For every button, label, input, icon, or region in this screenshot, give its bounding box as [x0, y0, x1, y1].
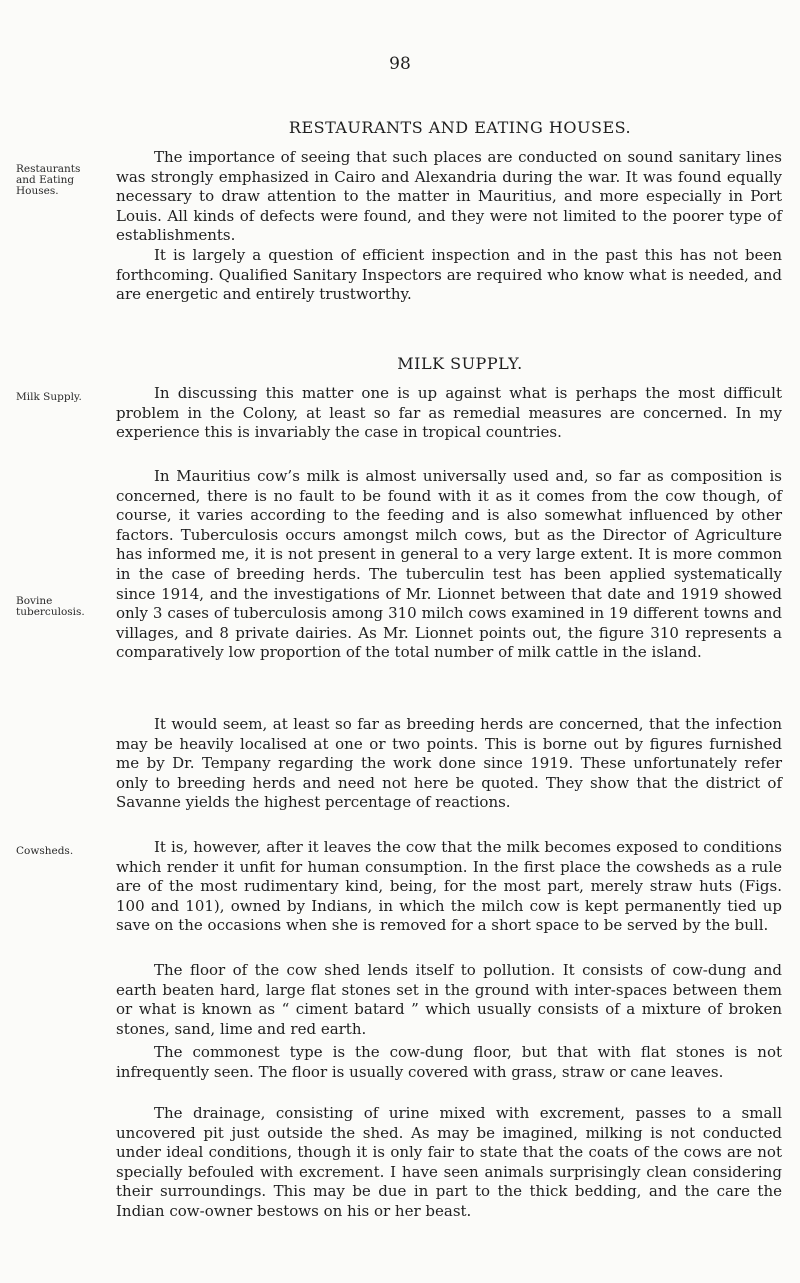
paragraph: It would seem, at least so far as breeding herds are concerned, that the infection may be heavily localised at one or two points. This is borne out by figures furnished me by Dr. Tempany regarding the work done since 1919. These unfortunately refer only to breeding herds and need not here be quoted. They show that the district of Savanne yields the highest percentage of reactions. — [116, 715, 782, 812]
section-heading-restaurants: RESTAURANTS AND EATING HOUSES. — [288, 118, 632, 137]
paragraph: It is, however, after it leaves the cow that the milk becomes exposed to conditions which render it unfit for human consumption. In the first place the cowsheds as a rule are of the most rudimentary kind, being, for the most part, merely straw huts (Figs. 100 and 101), owned by Indians, in which the milch cow is kept permanently tied up save on the occasions when she is removed for a short space to be served by the bull. — [116, 838, 782, 935]
margin-note-milk-supply: Milk Supply. — [16, 391, 82, 403]
margin-note-bovine-tuberculosis: Bovine tuberculosis. — [16, 595, 85, 618]
paragraph: The commonest type is the cow-dung floor, but that with flat stones is not infrequently seen. The floor is usually covered with grass, straw or cane leaves. — [116, 1043, 782, 1081]
section-heading-milk-supply: MILK SUPPLY. — [397, 354, 523, 373]
paragraph: The drainage, consisting of urine mixed with excrement, passes to a small uncovered pit just outside the shed. As may be imagined, milking is not conducted under ideal conditions, though it is only fair to state that the coats of the cows are not specially befouled with excrement. I have seen animals surprisingly clean considering their surroundings. This may be due in part to the thick bedding, and the care the Indian cow-owner bestows on his or her beast. — [116, 1104, 782, 1220]
paragraph: It is largely a question of efficient inspection and in the past this has not been forthcoming. Qualified Sanitary Inspectors are required who know what is needed, and are energetic and entirely trustworthy. — [116, 246, 782, 304]
paragraph: In discussing this matter one is up against what is perhaps the most difficult problem in the Colony, at least so far as remedial measures are concerned. In my experience this is invariably the case in tropical countries. — [116, 384, 782, 442]
margin-note-cowsheds: Cowsheds. — [16, 845, 74, 857]
paragraph: The floor of the cow shed lends itself to pollution. It consists of cow-dung and earth beaten hard, large flat stones set in the ground with inter-spaces between them or what is known as “ ciment batard ” which usually consists of a mixture of broken stones, sand, lime and red earth. — [116, 961, 782, 1038]
margin-note-restaurants: Restaurants and Eating Houses. — [16, 163, 81, 197]
paragraph: The importance of seeing that such places are conducted on sound sanitary lines was strongly emphasized in Cairo and Alexandria during the war. It was found equally necessary to draw attention to the matter in Mauritius, and more especially in Port Louis. All kinds of defects were found, and they were not limited to the poorer type of establishments. — [116, 148, 782, 245]
page-number: 98 — [389, 54, 411, 74]
paragraph: In Mauritius cow’s milk is almost universally used and, so far as composition is concerned, there is no fault to be found with it as it comes from the cow though, of course, it varies according to the feeding and is also somewhat influenced by other factors. Tuberculosis occurs amongst milch cows, but as the Director of Agriculture has informed me, it is not present in general to a very large extent. It is more common in the case of breeding herds. The tuberculin test has been applied systematically since 1914, and the investigations of Mr. Lionnet between that date and 1919 showed only 3 cases of tuberculosis among 310 milch cows examined in 19 different towns and villages, and 8 private dairies. As Mr. Lionnet points out, the figure 310 represents a comparatively low proportion of the total number of milk cattle in the island. — [116, 467, 782, 662]
